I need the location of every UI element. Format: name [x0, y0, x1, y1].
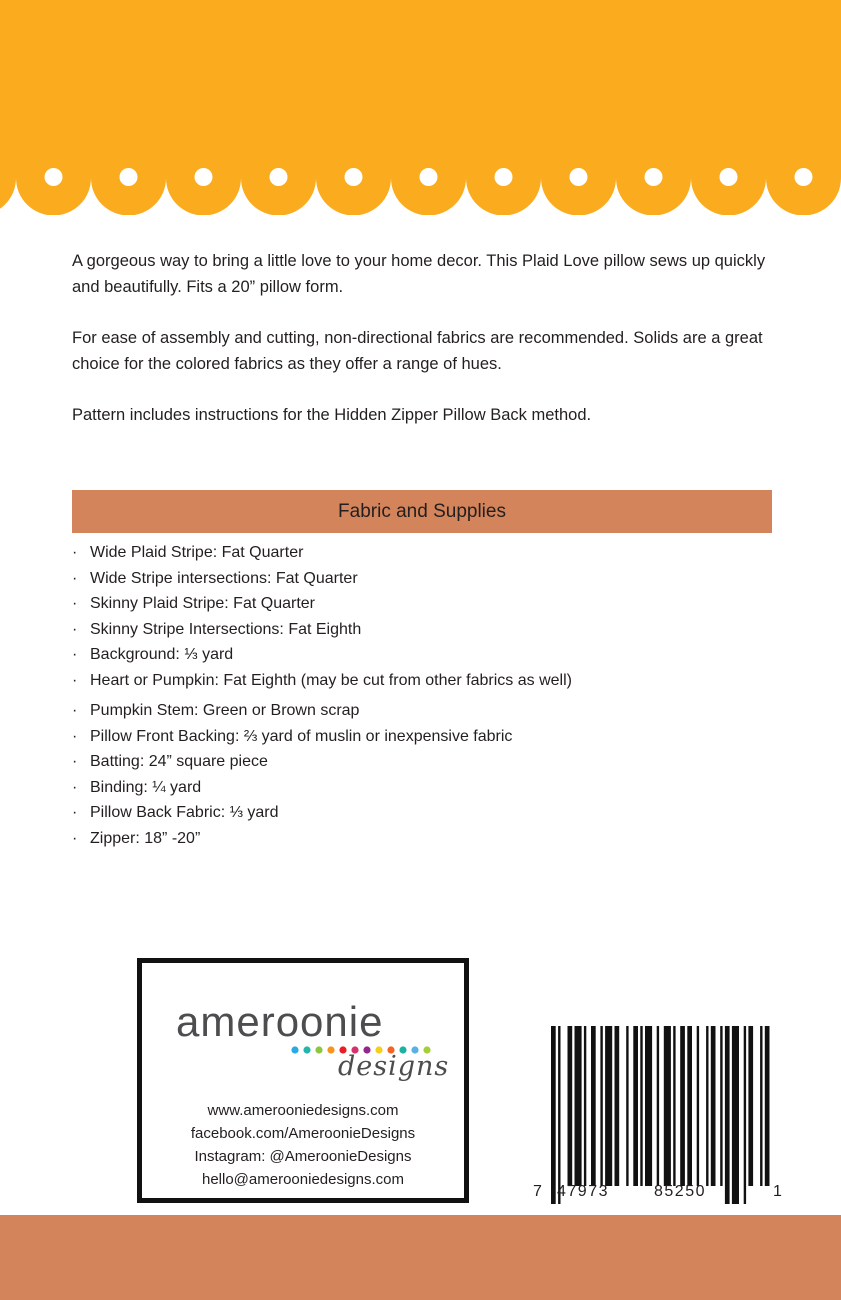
- supply-item-text: Binding: ¼ yard: [90, 778, 202, 796]
- fabric-supplies-header: Fabric and Supplies: [72, 490, 772, 533]
- supply-item: [72, 668, 772, 694]
- supplies-list: [72, 540, 772, 851]
- bullet-icon: ·: [72, 671, 78, 689]
- scallop-hole-icon: [345, 168, 363, 186]
- barcode-bar: [657, 1026, 659, 1186]
- barcode-bar: [575, 1026, 582, 1186]
- barcode-bar: [551, 1026, 556, 1204]
- scallop-hole-icon: [720, 168, 738, 186]
- bullet-icon: ·: [72, 569, 78, 587]
- supply-item: [72, 540, 772, 566]
- barcode-bar: [633, 1026, 638, 1186]
- barcode: [533, 1020, 783, 1210]
- supply-item: [72, 642, 772, 668]
- bottom-band: [0, 1215, 841, 1300]
- supply-item-text: Pillow Back Fabric: ⅓ yard: [90, 804, 279, 821]
- barcode-bar: [711, 1026, 716, 1186]
- barcode-bar: [725, 1026, 730, 1204]
- barcode-bar: [584, 1026, 586, 1186]
- barcode-last-digit: 1: [773, 1183, 782, 1200]
- supply-item-text: Batting: 24” square piece: [90, 753, 268, 770]
- intro-paragraph-description: A gorgeous way to bring a little love to your home decor. This Plaid Love pillow sews up quickly and beautifully. Fits a 20” pillow form.: [72, 252, 766, 296]
- supply-item: [72, 591, 772, 617]
- barcode-bar: [697, 1026, 699, 1186]
- bullet-icon: ·: [72, 620, 78, 638]
- logo-brand-word: ameroonie: [176, 998, 384, 1045]
- supply-item-text: Pumpkin Stem: Green or Brown scrap: [90, 702, 360, 719]
- barcode-bar: [605, 1026, 612, 1186]
- supply-item: [72, 800, 772, 826]
- barcode-bar: [765, 1026, 770, 1186]
- intro-paragraph-method: Pattern includes instructions for the Hidden Zipper Pillow Back method.: [72, 406, 592, 424]
- supply-item: [72, 698, 772, 724]
- barcode-bar: [706, 1026, 708, 1186]
- logo-dot-icon: [291, 1046, 298, 1053]
- bullet-icon: ·: [72, 544, 78, 561]
- barcode-bar: [600, 1026, 602, 1186]
- supply-item: [72, 775, 772, 801]
- intro-paragraph-fabrics: For ease of assembly and cutting, non-directional fabrics are recommended. Solids are a great choice for the colored fabrics as they offer a range of hues.: [72, 329, 763, 373]
- barcode-bar: [748, 1026, 753, 1186]
- website-link[interactable]: www.amerooniedesigns.com: [207, 1102, 399, 1119]
- supply-item-text: Zipper: 18” -20”: [90, 829, 201, 847]
- facebook-link[interactable]: facebook.com/AmeroonieDesigns: [190, 1125, 416, 1142]
- barcode-bar: [615, 1026, 620, 1186]
- supply-item: [72, 724, 772, 750]
- scallop-hole-icon: [270, 168, 288, 186]
- scallop-hole-icon: [45, 168, 63, 186]
- supply-item-text: Heart or Pumpkin: Fat Eighth (may be cut from other fabrics as well): [90, 671, 572, 689]
- scallop-hole-icon: [420, 168, 438, 186]
- barcode-bar: [558, 1026, 560, 1204]
- barcode-bar: [645, 1026, 652, 1186]
- barcode-bar: [626, 1026, 628, 1186]
- supply-item-text: Wide Stripe intersections: Fat Quarter: [90, 569, 358, 587]
- barcode-first-digit: 7: [533, 1183, 542, 1200]
- barcode-bar: [680, 1026, 685, 1186]
- bullet-icon: ·: [72, 595, 78, 612]
- brand-logo-box: [137, 958, 469, 1203]
- barcode-bar: [687, 1026, 692, 1186]
- barcode-bar: [673, 1026, 675, 1186]
- barcode-bar: [720, 1026, 722, 1186]
- scallop-hole-icon: [570, 168, 588, 186]
- contact-info: [142, 1099, 464, 1191]
- barcode-bar: [732, 1026, 739, 1204]
- barcode-bar: [664, 1026, 671, 1186]
- scallop-hole-icon: [120, 168, 138, 186]
- supply-item: [72, 749, 772, 775]
- email-link[interactable]: hello@amerooniedesigns.com: [201, 1171, 404, 1188]
- supply-item-text: Wide Plaid Stripe: Fat Quarter: [90, 544, 304, 561]
- bullet-icon: ·: [72, 753, 78, 770]
- barcode-bar: [760, 1026, 762, 1186]
- barcode-bar: [744, 1026, 746, 1204]
- instagram-handle[interactable]: Instagram: @AmeroonieDesigns: [194, 1148, 412, 1165]
- logo-script-word: designs: [338, 1051, 450, 1082]
- supply-item: [72, 566, 772, 592]
- scallop-hole-icon: [795, 168, 813, 186]
- bullet-icon: ·: [72, 804, 78, 821]
- supply-item-text: Background: ⅓ yard: [90, 646, 234, 663]
- barcode-bar: [568, 1026, 573, 1186]
- barcode-digits: [533, 1183, 783, 1207]
- barcode-bar: [591, 1026, 596, 1186]
- barcode-right-group: 85250: [654, 1183, 706, 1200]
- scallop-hole-icon: [645, 168, 663, 186]
- scallop-hole-icon: [495, 168, 513, 186]
- scallop-hole-icon: [195, 168, 213, 186]
- barcode-left-group: 47973: [557, 1183, 609, 1200]
- barcode-bar: [640, 1026, 642, 1186]
- bullet-icon: ·: [72, 727, 78, 745]
- logo-dot-icon: [315, 1046, 322, 1053]
- supply-item-text: Skinny Stripe Intersections: Fat Eighth: [90, 620, 362, 638]
- bullet-icon: ·: [72, 829, 78, 847]
- supply-item: [72, 826, 772, 852]
- logo-dot-icon: [303, 1046, 310, 1053]
- supply-item: [72, 617, 772, 643]
- scalloped-top-band: [0, 0, 841, 215]
- supply-item-text: Skinny Plaid Stripe: Fat Quarter: [90, 595, 315, 612]
- supply-item-text: Pillow Front Backing: ⅔ yard of muslin or inexpensive fabric: [90, 727, 513, 745]
- bullet-icon: ·: [72, 702, 78, 719]
- bullet-icon: ·: [72, 646, 78, 663]
- logo-dot-icon: [327, 1046, 334, 1053]
- bullet-icon: ·: [72, 778, 78, 796]
